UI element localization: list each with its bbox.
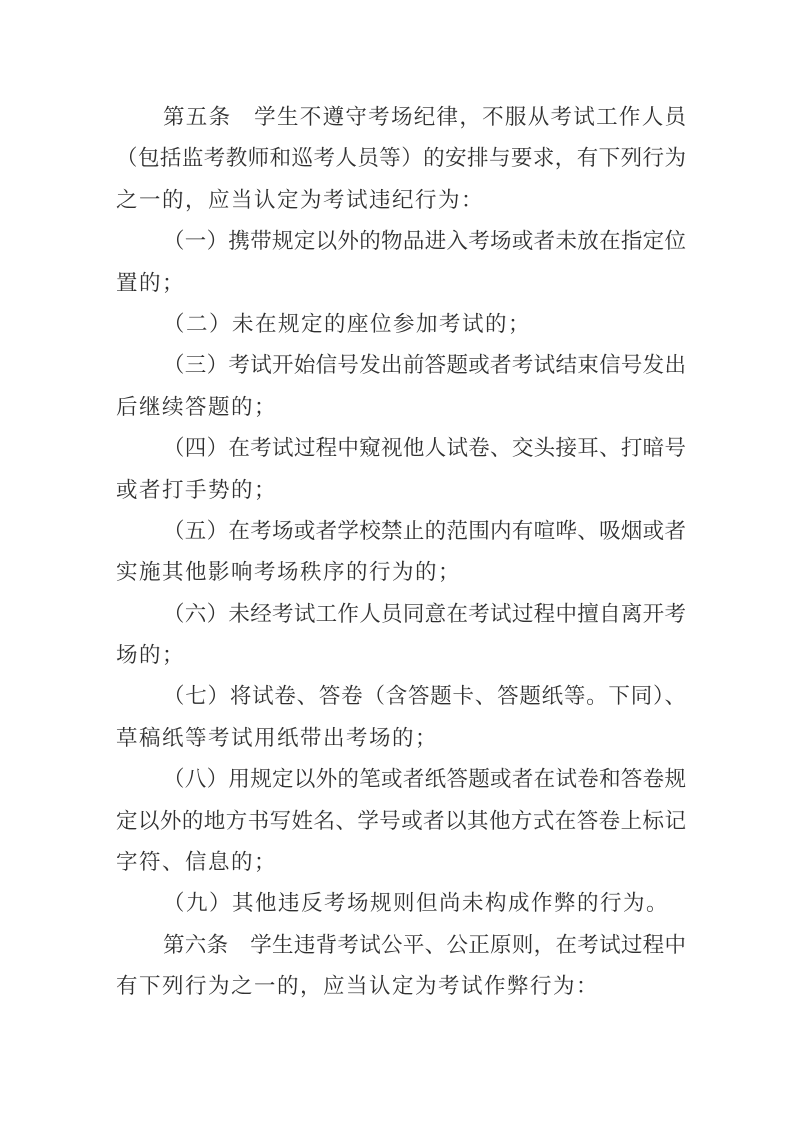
text-line: （包括监考教师和巡考人员等）的安排与要求，有下列行为 <box>116 146 686 171</box>
text-line: 或者打手势的； <box>116 477 278 502</box>
text-line: （四）在考试过程中窥视他人试卷、交头接耳、打暗号 <box>163 436 686 461</box>
text-line: 字符、信息的； <box>116 850 278 875</box>
text-line: （一）携带规定以外的物品进入考场或者未放在指定位 <box>163 229 686 254</box>
text-line: （八）用规定以外的笔或者纸答题或者在试卷和答卷规 <box>163 767 686 792</box>
text-line: （七）将试卷、答卷（含答题卡、答题纸等。下同）、 <box>163 684 686 709</box>
text-line: （九）其他违反考场规则但尚未构成作弊的行为。 <box>163 891 670 916</box>
text-line: 之一的，应当认定为考试违纪行为： <box>116 187 485 212</box>
text-line: （五）在考场或者学校禁止的范围内有喧哗、吸烟或者 <box>163 518 686 543</box>
text-line: （六）未经考试工作人员同意在考试过程中擅自离开考 <box>163 601 686 626</box>
text-line: 后继续答题的； <box>116 394 278 419</box>
text-line: 场的； <box>116 643 186 668</box>
text-line: （三）考试开始信号发出前答题或者考试结束信号发出 <box>163 353 686 378</box>
text-line: 置的； <box>116 270 186 295</box>
text-line: 第五条 学生不遵守考场纪律，不服从考试工作人员 <box>163 105 686 129</box>
text-line: 有下列行为之一的，应当认定为考试作弊行为： <box>116 974 600 999</box>
text-line: 定以外的地方书写姓名、学号或者以其他方式在答卷上标记 <box>116 808 686 833</box>
text-line: 草稿纸等考试用纸带出考场的； <box>116 725 439 750</box>
text-line: （二）未在规定的座位参加考试的； <box>163 311 532 336</box>
text-line: 实施其他影响考场秩序的行为的； <box>116 560 462 585</box>
text-line: 第六条 学生违背考试公平、公正原则，在考试过程中 <box>163 932 686 957</box>
document-body-text <box>116 97 686 1008</box>
